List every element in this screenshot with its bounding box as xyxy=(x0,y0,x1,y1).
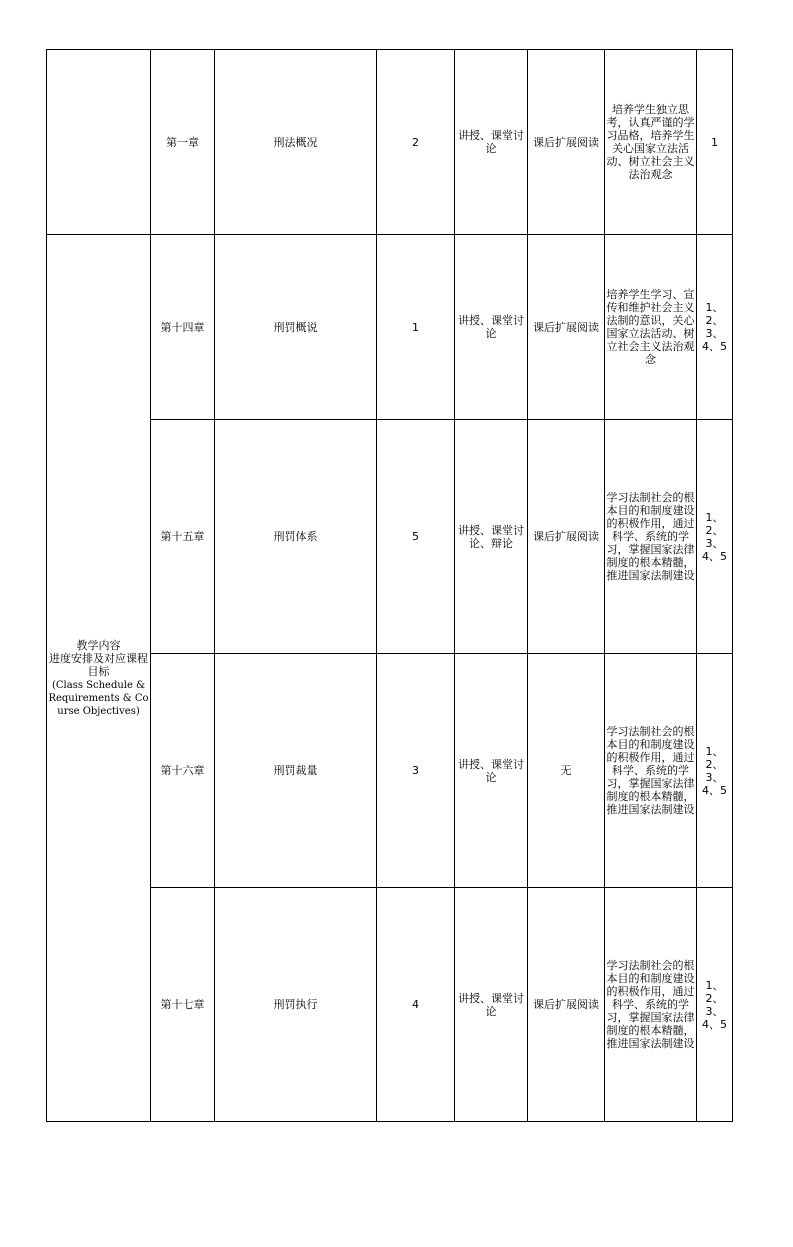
chapter-cell: 第十七章 xyxy=(151,888,215,1122)
homework-cell: 课后扩展阅读 xyxy=(528,235,605,420)
topic-cell: 刑法概况 xyxy=(215,50,377,235)
homework-cell: 无 xyxy=(528,654,605,888)
table-row xyxy=(47,235,733,420)
method-cell: 讲授、课堂讨论 xyxy=(455,654,528,888)
chapter-cell: 第十六章 xyxy=(151,654,215,888)
homework-cell: 课后扩展阅读 xyxy=(528,50,605,235)
chapter-cell: 第一章 xyxy=(151,50,215,235)
hours-cell: 5 xyxy=(377,420,455,654)
course-schedule-table xyxy=(46,49,733,1122)
objectives-cell: 1 xyxy=(697,50,733,235)
table-row xyxy=(47,50,733,235)
objectives-cell: 1、2、3、4、5 xyxy=(697,654,733,888)
hours-cell: 1 xyxy=(377,235,455,420)
goal-cell: 学习法制社会的根本目的和制度建设的积极作用，通过科学、系统的学习，掌握国家法律制度的根本精髓，推进国家法制建设 xyxy=(605,420,697,654)
hours-cell: 3 xyxy=(377,654,455,888)
section-label-line: 进度安排及对应课程 xyxy=(49,651,148,665)
section-label-cell xyxy=(47,235,151,1122)
method-cell: 讲授、课堂讨论 xyxy=(455,888,528,1122)
method-cell: 讲授、课堂讨论 xyxy=(455,50,528,235)
hours-cell: 4 xyxy=(377,888,455,1122)
hours-cell: 2 xyxy=(377,50,455,235)
goal-cell: 学习法制社会的根本目的和制度建设的积极作用，通过科学、系统的学习，掌握国家法律制度的根本精髓，推进国家法制建设 xyxy=(605,888,697,1122)
method-cell: 讲授、课堂讨论、辩论 xyxy=(455,420,528,654)
topic-cell: 刑罚概说 xyxy=(215,235,377,420)
topic-cell: 刑罚裁量 xyxy=(215,654,377,888)
objectives-cell: 1、2、3、4、5 xyxy=(697,420,733,654)
objectives-cell: 1、2、3、4、5 xyxy=(697,235,733,420)
blank-section-cell xyxy=(47,50,151,235)
goal-cell: 学习法制社会的根本目的和制度建设的积极作用，通过科学、系统的学习，掌握国家法律制度的根本精髓，推进国家法制建设 xyxy=(605,654,697,888)
chapter-cell: 第十四章 xyxy=(151,235,215,420)
homework-cell: 课后扩展阅读 xyxy=(528,888,605,1122)
chapter-cell: 第十五章 xyxy=(151,420,215,654)
goal-cell: 培养学生学习、宣传和维护社会主义法制的意识，关心国家立法活动、树立社会主义法治观念 xyxy=(605,235,697,420)
topic-cell: 刑罚体系 xyxy=(215,420,377,654)
section-label-line: 教学内容 xyxy=(76,638,121,652)
homework-cell: 课后扩展阅读 xyxy=(528,420,605,654)
section-label-en: (Class Schedule & Requirements & Course Objectives) xyxy=(48,679,149,717)
goal-cell: 培养学生独立思考，认真严谨的学习品格，培养学生关心国家立法活动、树立社会主义法治观念 xyxy=(605,50,697,235)
topic-cell: 刑罚执行 xyxy=(215,888,377,1122)
section-label-line: 目标 xyxy=(87,664,110,678)
method-cell: 讲授、课堂讨论 xyxy=(455,235,528,420)
objectives-cell: 1、2、3、4、5 xyxy=(697,888,733,1122)
